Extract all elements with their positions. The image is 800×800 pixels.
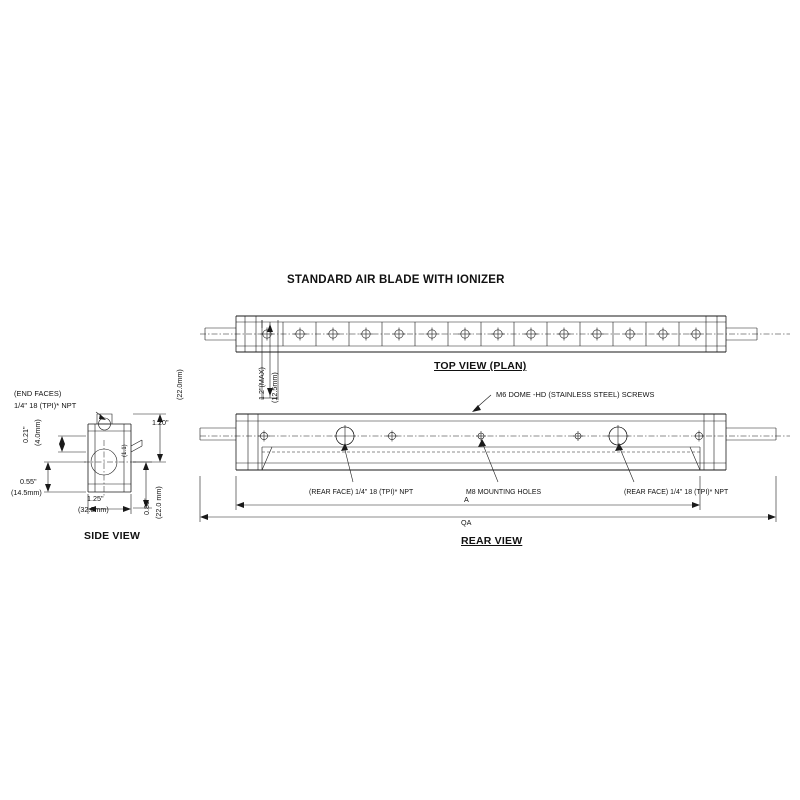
callout-m6-screws: M6 DOME -HD (STAINLESS STEEL) SCREWS bbox=[496, 390, 655, 399]
dim-slot-inches: 0.21" bbox=[21, 426, 30, 443]
drawing-title: STANDARD AIR BLADE WITH IONIZER bbox=[287, 274, 505, 286]
dim-depth-mm: (22.0 mm) bbox=[154, 486, 163, 519]
callout-end-faces-line2: 1/4" 18 (TPI)* NPT bbox=[14, 401, 77, 410]
callout-end-faces-line1: (END FACES) bbox=[14, 389, 62, 398]
dim-width-inches: 1.25" bbox=[87, 494, 104, 503]
dim-height-mm: (22.0mm) bbox=[175, 369, 184, 400]
dim-gap2-inches: 0.55" bbox=[20, 477, 37, 486]
rear-view-title: REAR VIEW bbox=[461, 535, 523, 547]
top-view-title: TOP VIEW (PLAN) bbox=[434, 360, 527, 372]
callout-rear-face-right: (REAR FACE) 1/4" 18 (TPI)* NPT bbox=[624, 489, 729, 496]
dim-width-mm: (32.0mm) bbox=[78, 505, 109, 514]
dim-overall-qa: QA bbox=[461, 518, 472, 527]
callout-rear-face-left: (REAR FACE) 1/4" 18 (TPI)* NPT bbox=[309, 489, 414, 496]
dim-depth-inches: 0.86" bbox=[142, 498, 151, 515]
dim-small-note: (1.1) bbox=[121, 444, 128, 457]
dim-slot-mm: (4.0mm) bbox=[33, 419, 42, 446]
dim-gap-inches: 1.2"(MAX) bbox=[257, 367, 266, 400]
dim-height-inches: 1.20" bbox=[152, 418, 169, 427]
side-view-title: SIDE VIEW bbox=[84, 530, 141, 542]
dim-gap-mm: (12.5mm) bbox=[270, 372, 279, 403]
dim-overall-a: A bbox=[464, 495, 469, 504]
callout-mounting-holes: M8 MOUNTING HOLES bbox=[466, 489, 542, 496]
dim-gap2-mm: (14.5mm) bbox=[11, 488, 42, 497]
